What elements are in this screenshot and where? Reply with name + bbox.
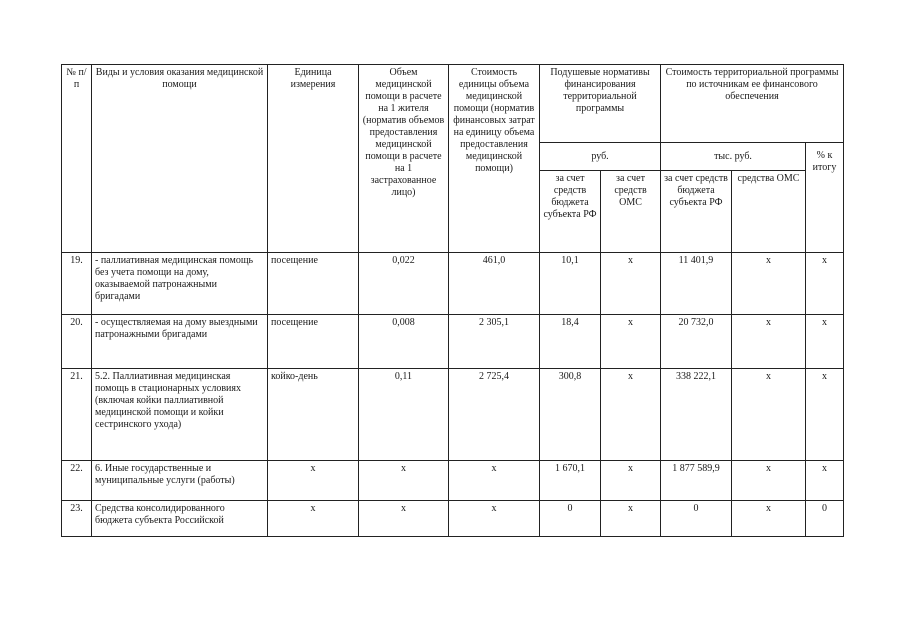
row-kind: - паллиативная медицинская помощь без учета помощи на дому, оказываемой патронажными бригадами bbox=[92, 253, 268, 315]
row-pc-oms: х bbox=[601, 253, 661, 315]
row-t-oms: х bbox=[732, 253, 806, 315]
row-cost: 2 305,1 bbox=[449, 315, 540, 369]
row-volume: 0,022 bbox=[359, 253, 449, 315]
table-row bbox=[62, 369, 844, 461]
row-num: 22. bbox=[62, 461, 92, 501]
header-t-oms: средства ОМС bbox=[732, 171, 806, 253]
row-t-oms: х bbox=[732, 369, 806, 461]
row-pct: х bbox=[806, 315, 844, 369]
table-row bbox=[62, 461, 844, 501]
row-kind: Средства консолидированного бюджета субъекта Российской bbox=[92, 501, 268, 537]
row-unit: койко-день bbox=[268, 369, 359, 461]
row-kind: 6. Иные государственные и муниципальные услуги (работы) bbox=[92, 461, 268, 501]
table-row bbox=[62, 253, 844, 315]
row-num: 21. bbox=[62, 369, 92, 461]
header-thous: тыс. руб. bbox=[661, 143, 806, 171]
row-t-budget: 1 877 589,9 bbox=[661, 461, 732, 501]
row-pct: х bbox=[806, 253, 844, 315]
row-cost: х bbox=[449, 501, 540, 537]
row-pct: 0 bbox=[806, 501, 844, 537]
header-pc-oms: за счет средств ОМС bbox=[601, 171, 661, 253]
row-volume: х bbox=[359, 501, 449, 537]
row-volume: 0,008 bbox=[359, 315, 449, 369]
header-cost: Стоимость единицы объема медицинской помощи (норматив финансовых затрат на единицу объема предоставления медицинской помощи) bbox=[449, 65, 540, 253]
row-num: 19. bbox=[62, 253, 92, 315]
row-volume: х bbox=[359, 461, 449, 501]
row-pct: х bbox=[806, 369, 844, 461]
header-t-budget: за счет средств бюджета субъекта РФ bbox=[661, 171, 732, 253]
row-volume: 0,11 bbox=[359, 369, 449, 461]
row-cost: 2 725,4 bbox=[449, 369, 540, 461]
row-t-budget: 338 222,1 bbox=[661, 369, 732, 461]
row-cost: х bbox=[449, 461, 540, 501]
row-pc-budget: 300,8 bbox=[540, 369, 601, 461]
row-pc-budget: 0 bbox=[540, 501, 601, 537]
row-pc-budget: 18,4 bbox=[540, 315, 601, 369]
row-kind: 5.2. Паллиативная медицинская помощь в стационарных условиях (включая койки паллиативной медицинской помощи и койки сестринского ухода) bbox=[92, 369, 268, 461]
header-total: Стоимость территориальной программы по источникам ее финансового обеспечения bbox=[661, 65, 844, 143]
row-pct: х bbox=[806, 461, 844, 501]
row-t-oms: х bbox=[732, 461, 806, 501]
header-volume: Объем медицинской помощи в расчете на 1 жителя (норматив объемов предоставления медицинской помощи в расчете на 1 застрахованное лицо) bbox=[359, 65, 449, 253]
program-cost-table bbox=[61, 64, 844, 537]
header-percap: Подушевые нормативы финансирования территориальной программы bbox=[540, 65, 661, 143]
row-pc-oms: х bbox=[601, 461, 661, 501]
header-pc-budget: за счет средств бюджета субъекта РФ bbox=[540, 171, 601, 253]
table-row bbox=[62, 315, 844, 369]
header-unit: Единица измерения bbox=[268, 65, 359, 253]
table-row bbox=[62, 501, 844, 537]
row-num: 20. bbox=[62, 315, 92, 369]
row-unit: х bbox=[268, 461, 359, 501]
header-pct: % к итогу bbox=[806, 143, 844, 253]
row-pc-oms: х bbox=[601, 369, 661, 461]
row-t-budget: 11 401,9 bbox=[661, 253, 732, 315]
row-num: 23. bbox=[62, 501, 92, 537]
row-pc-oms: х bbox=[601, 315, 661, 369]
row-pc-oms: х bbox=[601, 501, 661, 537]
row-t-oms: х bbox=[732, 315, 806, 369]
header-kind: Виды и условия оказания медицинской помощи bbox=[92, 65, 268, 253]
row-unit: посещение bbox=[268, 253, 359, 315]
row-cost: 461,0 bbox=[449, 253, 540, 315]
row-pc-budget: 1 670,1 bbox=[540, 461, 601, 501]
row-t-oms: х bbox=[732, 501, 806, 537]
header-num: № п/п bbox=[62, 65, 92, 253]
row-t-budget: 20 732,0 bbox=[661, 315, 732, 369]
row-t-budget: 0 bbox=[661, 501, 732, 537]
row-kind: - осуществляемая на дому выездными патронажными бригадами bbox=[92, 315, 268, 369]
row-unit: х bbox=[268, 501, 359, 537]
header-rub: руб. bbox=[540, 143, 661, 171]
row-pc-budget: 10,1 bbox=[540, 253, 601, 315]
row-unit: посещение bbox=[268, 315, 359, 369]
